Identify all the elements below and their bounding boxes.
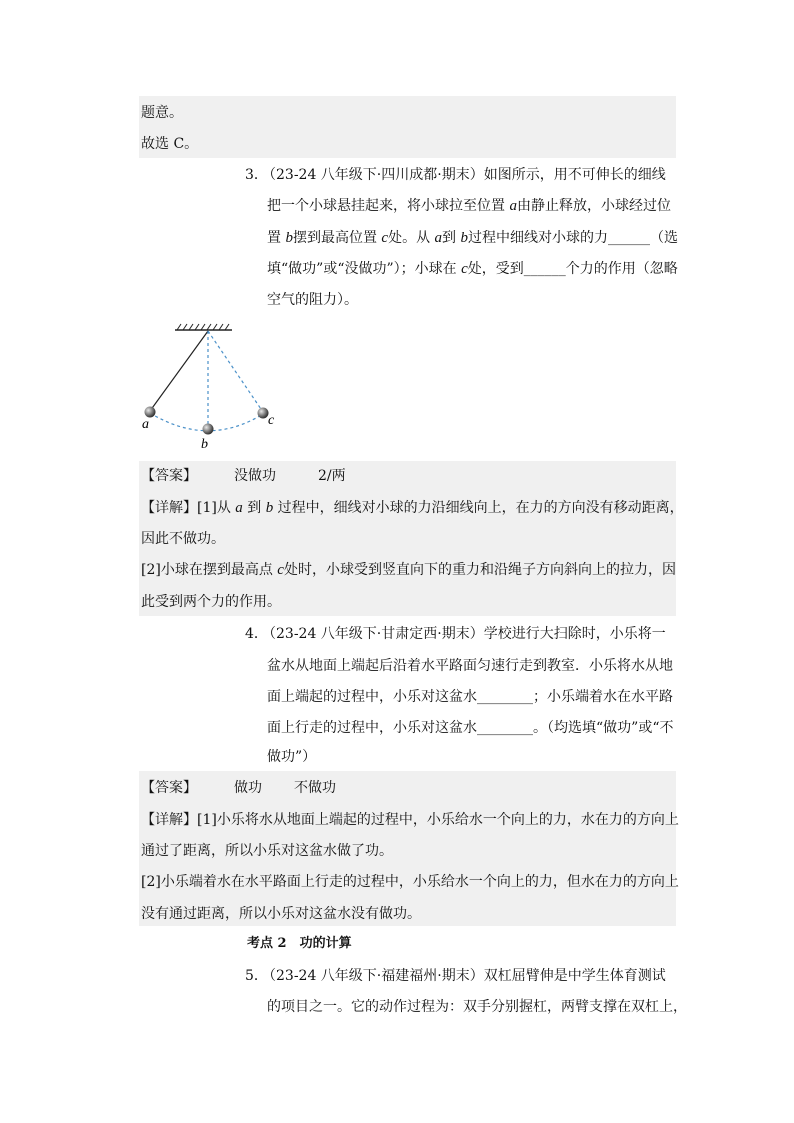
pendulum-figure xyxy=(138,318,288,458)
q4-line-5: 做功”） xyxy=(267,749,317,765)
q3-detail-3: [2]小球在摆到最高点 c处时，小球受到竖直向下的重力和沿绳子方向斜向上的拉力，因 xyxy=(141,562,676,578)
q3-line-1: （23-24 八年级下·四川成都·期末）如图所示，用不可伸长的细线 xyxy=(262,167,666,183)
q5-number: 5． xyxy=(245,968,268,984)
ball-a xyxy=(145,407,156,418)
q4-answer: 【答案】 做功 不做功 xyxy=(141,780,336,796)
ball-b xyxy=(203,424,214,435)
label-c: c xyxy=(268,413,275,428)
q4-detail-4: 没有通过距离，所以小乐对这盆水没有做功。 xyxy=(141,906,421,922)
q5-line-1: （23-24 八年级下·福建福州·期末）双杠屈臂伸是中学生体育测试 xyxy=(262,968,666,984)
q4-detail-1: 【详解】[1]小乐将水从地面上端起的过程中，小乐给水一个向上的力，水在力的方向上 xyxy=(141,812,679,828)
q4-line-4: 面上行走的过程中，小乐对这盆水________。（均选填“做功”或“不 xyxy=(267,720,674,736)
q3-detail-1: 【详解】[1]从 a 到 b 过程中，细线对小球的力沿细线向上，在力的方向没有移动距离， xyxy=(141,500,684,516)
q5-line-2: 的项目之一。它的动作过程为：双手分别握杠，两臂支撑在双杠上， xyxy=(267,999,687,1015)
q4-line-1: （23-24 八年级下·甘肃定西·期末）学校进行大扫除时，小乐将一 xyxy=(262,626,666,642)
q4-line-3: 面上端起的过程中，小乐对这盆水________；小乐端着水在水平路 xyxy=(267,689,673,705)
q3-line-5: 空气的阻力）。 xyxy=(267,292,358,308)
q3-detail-4: 此受到两个力的作用。 xyxy=(141,594,281,610)
q4-line-2: 盆水从地面上端起后沿着水平路面匀速行走到教室．小乐将水从地 xyxy=(267,658,673,674)
q4-number: 4． xyxy=(245,626,268,642)
prev-line-1: 题意。 xyxy=(141,105,183,121)
label-b: b xyxy=(201,437,208,452)
q3-answer: 【答案】 没做功 2/两 xyxy=(141,468,346,484)
string-c-dashed xyxy=(208,331,263,412)
q3-detail-2: 因此不做功。 xyxy=(141,531,225,547)
q4-detail-2: 通过了距离，所以小乐对这盆水做了功。 xyxy=(141,843,393,859)
q3-number: 3． xyxy=(245,167,268,183)
q3-line-3: 置 b摆到最高位置 c处。从 a到 b过程中细线对小球的力______（选 xyxy=(267,230,678,246)
q3-line-4: 填“做功”或“没做功”）；小球在 c处，受到______个力的作用（忽略 xyxy=(267,261,678,277)
label-a: a xyxy=(142,417,149,432)
prev-answer-block xyxy=(139,96,676,158)
prev-line-2: 故选 C。 xyxy=(141,136,199,152)
ball-c xyxy=(258,408,269,419)
q3-line-2: 把一个小球悬挂起来，将小球拉至位置 a由静止释放，小球经过位 xyxy=(267,198,671,214)
string-a xyxy=(150,331,208,411)
ceiling-hatch xyxy=(175,324,232,330)
section-heading: 考点 2 功的计算 xyxy=(247,936,352,951)
q4-detail-3: [2]小乐端着水在水平路面上行走的过程中，小乐给水一个向上的力，但水在力的方向上 xyxy=(141,874,679,890)
